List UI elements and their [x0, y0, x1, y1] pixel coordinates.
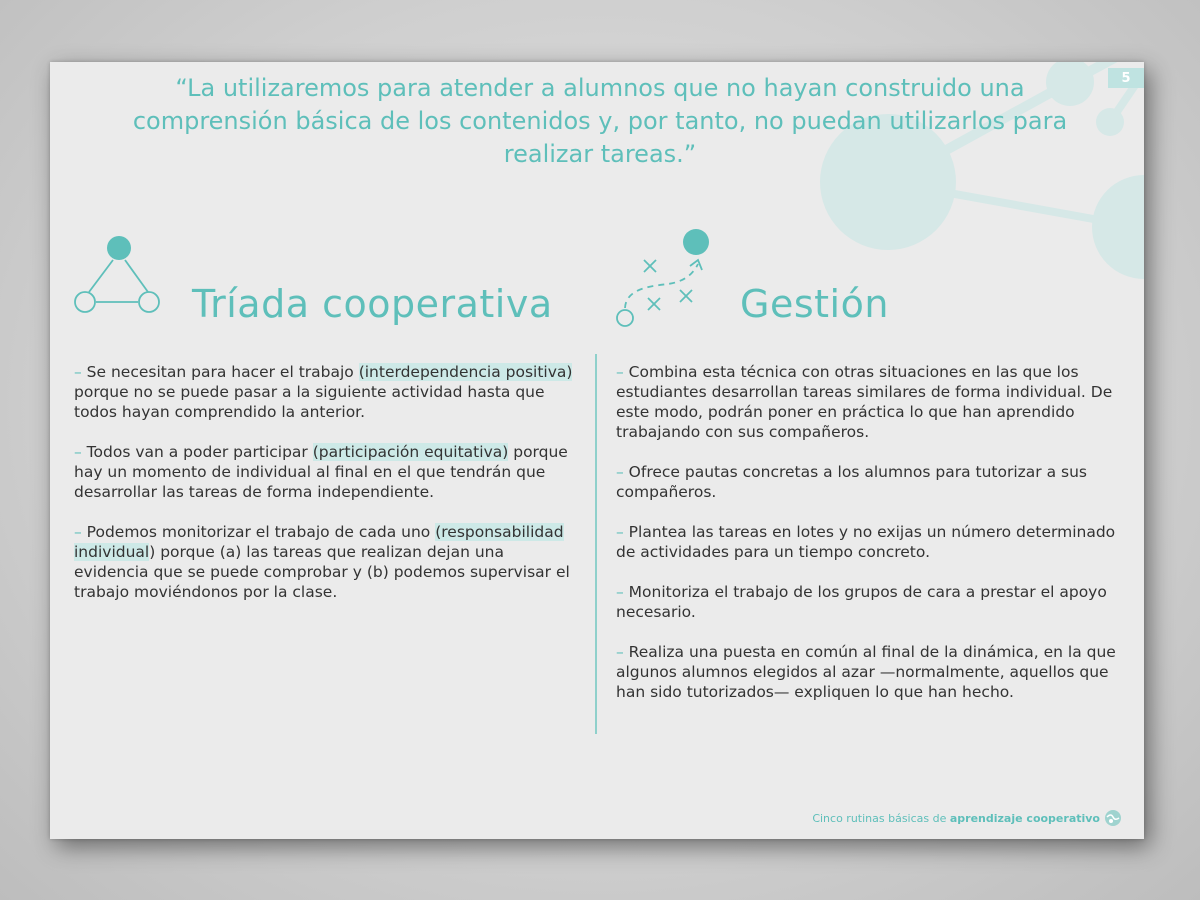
left-column — [74, 362, 574, 622]
right-item-3: – Plantea las tareas en lotes y no exijas un número determinado de actividades para un tiempo concreto. — [616, 523, 1116, 561]
left-heading: Tríada cooperativa — [192, 282, 553, 326]
triad-icon — [72, 234, 162, 320]
globe-logo-icon — [1104, 809, 1122, 827]
strategy-icon — [612, 228, 722, 332]
right-heading: Gestión — [740, 282, 889, 326]
left-item-2: – Todos van a poder participar (participación equitativa) porque hay un momento de individual al final en el que tendrán que desarrollar las tareas de forma independiente. — [74, 443, 568, 501]
left-item-3: – Podemos monitorizar el trabajo de cada uno (responsabilidad individual) porque (a) las tareas que realizan dejan una evidencia que se puede comprobar y (b) podemos supervisar el trabajo moviéndonos por la clase. — [74, 523, 570, 601]
right-item-4: – Monitoriza el trabajo de los grupos de cara a prestar el apoyo necesario. — [616, 583, 1107, 621]
page-number: 5 — [1108, 68, 1144, 88]
column-divider — [595, 354, 597, 734]
right-item-2: – Ofrece pautas concretas a los alumnos para tutorizar a sus compañeros. — [616, 463, 1087, 501]
pull-quote: “La utilizaremos para atender a alumnos que no hayan construido una comprensión básica de los contenidos y, por tanto, no puedan utilizarlos para realizar tareas.” — [132, 74, 1068, 168]
document-page — [50, 62, 1144, 839]
footer-title: Cinco rutinas básicas de aprendizaje cooperativo — [812, 812, 1100, 825]
right-item-5: – Realiza una puesta en común al final de la dinámica, en la que algunos alumnos elegidos al azar —normalmente, aquellos que han sido tutorizados— expliquen lo que han hecho. — [616, 643, 1116, 701]
right-column — [616, 362, 1116, 722]
left-item-1: – Se necesitan para hacer el trabajo (interdependencia positiva) porque no se puede pasar a la siguiente actividad hasta que todos hayan comprendido la anterior. — [74, 363, 573, 421]
right-item-1: – Combina esta técnica con otras situaciones en las que los estudiantes desarrollan tareas similares de forma individual. De este modo, podrán poner en práctica lo que han aprendido trabajando con sus compañeros. — [616, 363, 1113, 441]
